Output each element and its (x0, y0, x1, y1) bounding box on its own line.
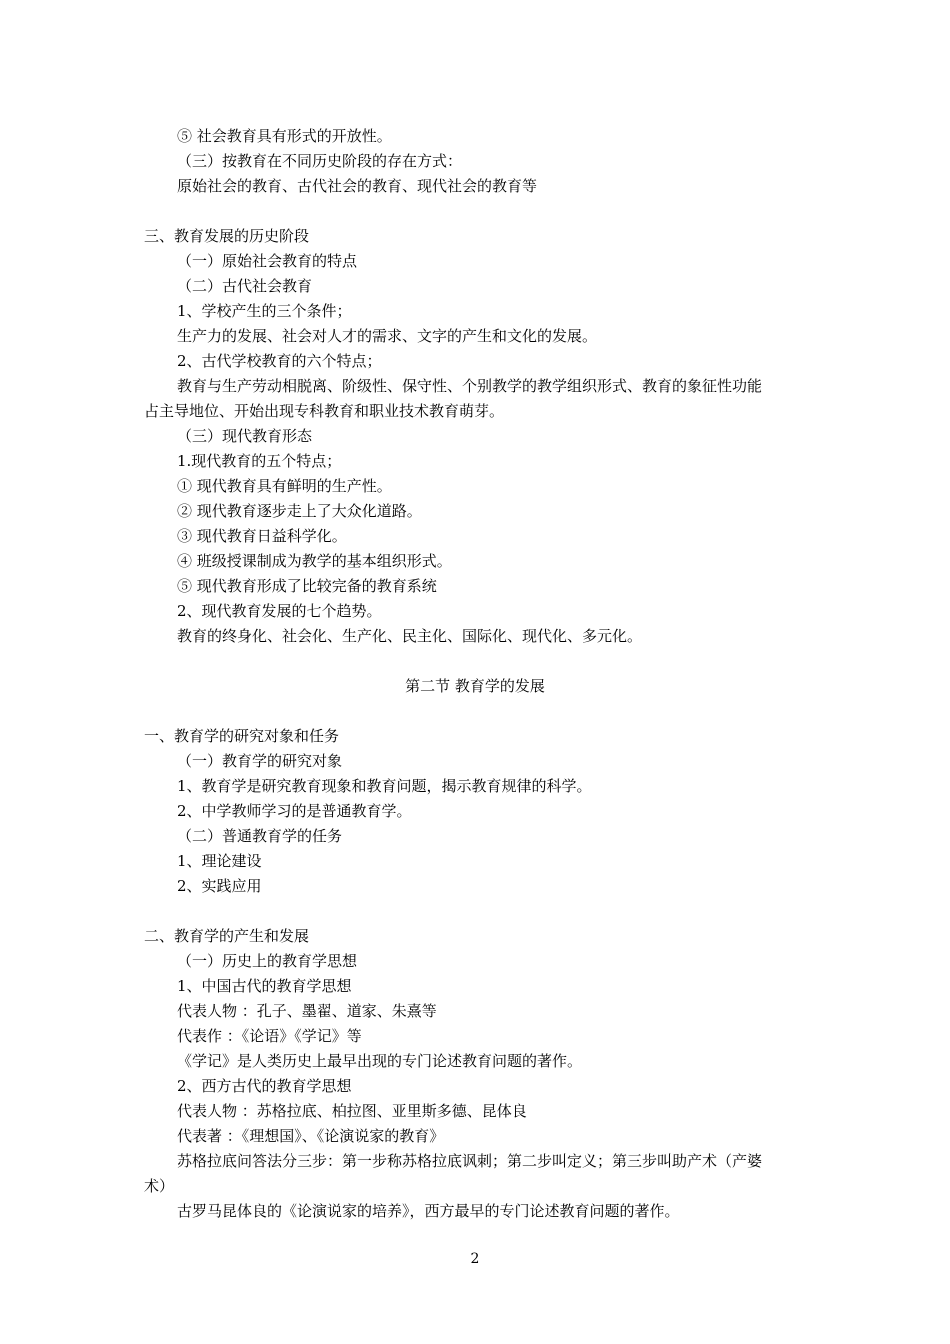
text-line: 原始社会的教育、古代社会的教育、现代社会的教育等 (177, 177, 538, 195)
page-number: 2 (470, 1251, 480, 1267)
text-line: （二）普通教育学的任务 (177, 827, 343, 845)
section-heading: 二、教育学的产生和发展 (144, 927, 310, 945)
text-line: ② 现代教育逐步走上了大众化道路。 (177, 502, 422, 520)
text-line: ④ 班级授课制成为教学的基本组织形式。 (177, 552, 452, 570)
text-line: ① 现代教育具有鲜明的生产性。 (177, 477, 392, 495)
text-line: 2、西方古代的教育学思想 (177, 1077, 352, 1095)
text-line: 2、现代教育发展的七个趋势。 (177, 602, 382, 620)
text-line: 2、古代学校教育的六个特点； (177, 352, 382, 370)
text-line: （一）原始社会教育的特点 (177, 252, 358, 270)
text-line: （一）历史上的教育学思想 (177, 952, 358, 970)
text-line: 生产力的发展、社会对人才的需求、文字的产生和文化的发展。 (177, 327, 598, 345)
text-line: 代表著 ：《理想国》、《论演说家的教育》 (177, 1127, 445, 1145)
text-line: 代表作 ：《论语》《学记》等 (177, 1027, 362, 1045)
text-line: 代表人物 ：孔子、墨翟、道家、朱熹等 (177, 1002, 437, 1020)
text-line: 占主导地位、开始出现专科教育和职业技术教育萌芽。 (144, 402, 505, 420)
text-line: （一）教育学的研究对象 (177, 752, 343, 770)
section-heading: 一、教育学的研究对象和任务 (144, 727, 340, 745)
text-line: 苏格拉底问答法分三步：第一步称苏格拉底讽刺；第二步叫定义；第三步叫助产术（产婆 (177, 1152, 763, 1170)
text-line: 2、中学教师学习的是普通教育学。 (177, 802, 412, 820)
text-line: 代表人物 ：苏格拉底、柏拉图、亚里斯多德、昆体良 (177, 1102, 527, 1120)
text-line: 教育与生产劳动相脱离、阶级性、保守性、个别教学的教学组织形式、教育的象征性功能 (177, 377, 763, 395)
text-line: 1、教育学是研究教育现象和教育问题，揭示教育规律的科学。 (177, 777, 592, 795)
text-line: 2、实践应用 (177, 877, 262, 895)
text-line: ③ 现代教育日益科学化。 (177, 527, 347, 545)
text-line: 教育的终身化、社会化、生产化、民主化、国际化、现代化、多元化。 (177, 627, 643, 645)
text-line: 古罗马昆体良的《论演说家的培养》，西方最早的专门论述教育问题的著作。 (177, 1202, 680, 1220)
text-line: 1、中国古代的教育学思想 (177, 977, 352, 995)
text-line: 《学记》是人类历史上最早出现的专门论述教育问题的著作。 (177, 1052, 583, 1070)
section-heading: 三、教育发展的历史阶段 (144, 227, 310, 245)
text-line: 1.现代教育的五个特点； (177, 452, 342, 470)
text-line: （二）古代社会教育 (177, 277, 313, 295)
text-line: 术） (144, 1177, 175, 1195)
text-line: （三）按教育在不同历史阶段的存在方式： (177, 152, 463, 170)
text-line: 1、学校产生的三个条件； (177, 302, 352, 320)
text-line: （三）现代教育形态 (177, 427, 313, 445)
text-line: ⑤ 现代教育形成了比较完备的教育系统 (177, 577, 437, 595)
text-line: ⑤ 社会教育具有形式的开放性。 (177, 127, 392, 145)
text-line: 1、理论建设 (177, 852, 262, 870)
chapter-section-title: 第二节 教育学的发展 (405, 677, 545, 695)
